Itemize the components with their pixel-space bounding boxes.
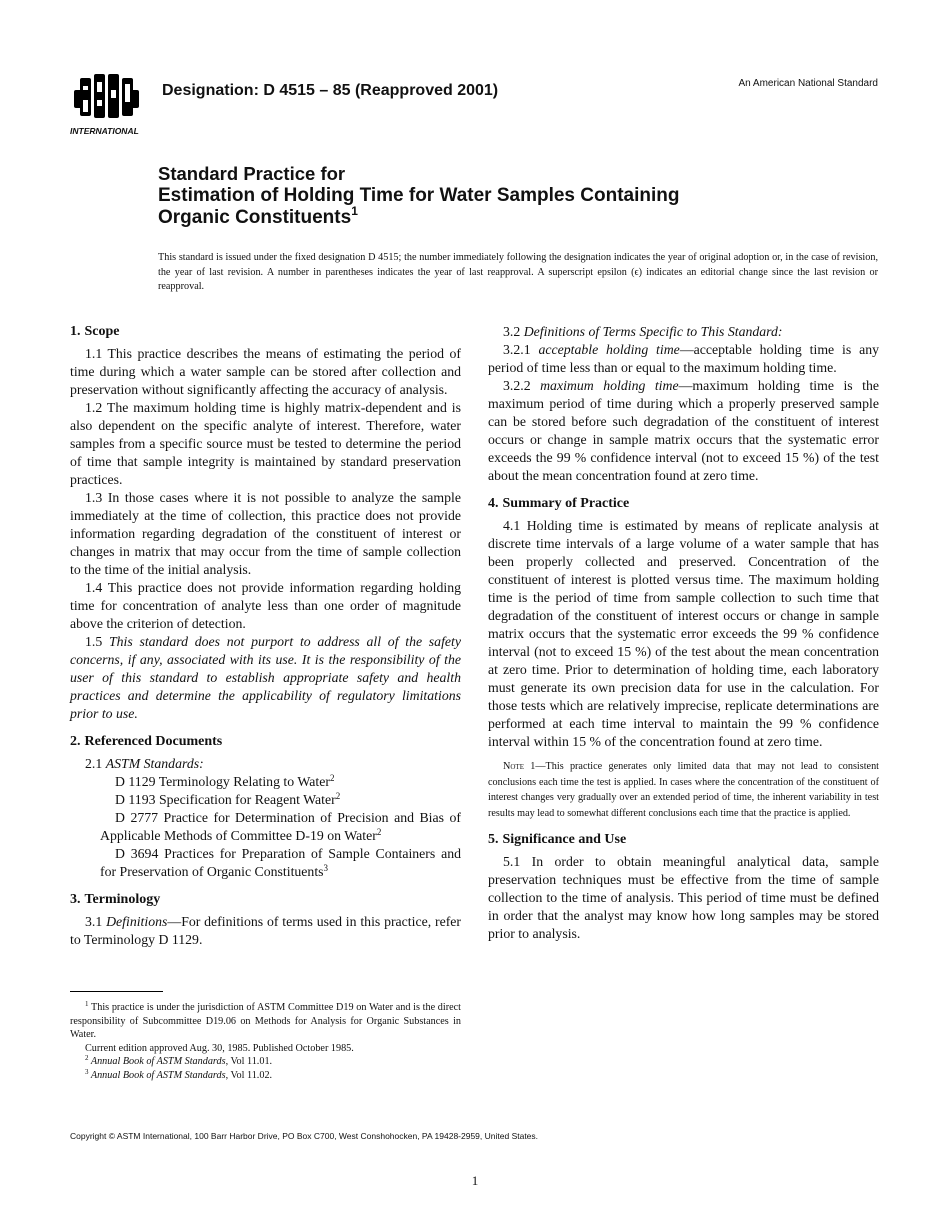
left-column — [70, 323, 461, 949]
footnote-1: $^1$ This practice is under the jurisdiction of ASTM Committee D19 on Water and is the direct responsibility of Subcommittee D19.06 on Methods for Analysis for Organic Substances in Water. — [70, 1000, 461, 1041]
right-column — [488, 323, 879, 943]
reference-d3694: D 3694 Practices for Preparation of Sample Containers and for Preservation of Organic Constituents$^3$ — [100, 846, 461, 879]
page-number: 1 — [471, 1173, 479, 1188]
section-heading-significance: 5. Significance and Use — [488, 832, 627, 848]
designation: Designation: D 4515 – 85 (Reapproved 2001) — [162, 82, 499, 99]
summary-4-1: 4.1 Holding time is estimated by means of replicate analysis at discrete time intervals of a large volume of a water sample that has been properly collected and preserved. Concentration of the constituent of interest is plotted versus time. The maximum holding time is the period of time from sample collection to such time that degradation of the constituent of interest occurs or change in sample matrix occurs that the systematic error exceeds the 99 % confidence interval (not to exceed 15 %) of the test about the mean concentration at zero time. Prior to determination of holding time, each laboratory must generate its own precision data for use in the calculation. For those tests which are relatively imprecise, replicate determinations are performed at each time interval to maintain the 99 % confidence interval within 15 % of the concentration found at zero time. — [488, 518, 879, 749]
section-heading-summary: 4. Summary of Practice — [488, 496, 630, 511]
reference-d1129: D 1129 Terminology Relating to Water$^2$ — [115, 773, 335, 789]
scope-1-3: 1.3 In those cases where it is not possible to analyze the sample immediately at the time of collection, this practice does not provide information regarding degradation of the constituent of interest or changes in matrix that may occur from the time of sample collection to the time of the initial analysis. — [70, 490, 461, 577]
terminology-3-1: 3.1 Definitions—For definitions of terms used in this practice, refer to Terminology D 1129. — [70, 914, 462, 947]
terminology-3-2-1: 3.2.1 acceptable holding time—acceptable holding time is any period of time less than or equal to the maximum holding time. — [488, 342, 879, 375]
copyright-notice: Copyright © ASTM International, 100 Barr Harbor Drive, PO Box C700, West Conshohocken, PA 19428-2959, United States. — [70, 1131, 539, 1141]
footnote-2: $^2$ Annual Book of ASTM Standards, Vol 11.01. — [85, 1054, 273, 1068]
scope-1-2: 1.2 The maximum holding time is highly matrix-dependent and is also dependent on the specific analyte of interest. Therefore, water samples from a specific source must be tested to determine the period of time that sample integrity is maintained by standard preservation practices. — [70, 400, 461, 487]
referenced-2-1: 2.1 ASTM Standards: — [85, 756, 204, 771]
issuance-notice: This standard is issued under the fixed designation D 4515; the number immediately following the designation indicates the year of original adoption or, in the case of revision, the year of last revision. A number in parentheses indicates the year of last reapproval. A superscript epsilon (ϵ) indicates an editorial change since the last revision or reapproval. — [158, 252, 878, 293]
terminology-3-2: 3.2 Definitions of Terms Specific to This Standard: — [503, 324, 783, 339]
national-standard-label: An American National Standard — [738, 78, 878, 89]
title-footnote-ref: 1 — [351, 204, 358, 218]
section-heading-terminology: 3. Terminology — [70, 892, 161, 907]
terminology-3-2-2: 3.2.2 maximum holding time—maximum holding time is the maximum period of time during which a properly preserved sample can be stored before such degradation of the constituent of interest occurs or change in sample matrix occurs that the systematic error exceeds the 99 % confidence interval (not to exceed 15 %) of the test about the mean concentration found at zero time. — [488, 378, 879, 483]
note-1: Note 1—This practice generates only limited data that may not lead to consistent conclusions each time the test is applied. In cases where the concentration of the constituent of interest changes very gradually over an extended period of time, the inherent variability in test results may lead to somewhat different conclusions each time that the practice is applied. — [488, 761, 879, 819]
footnote-rule — [70, 991, 163, 992]
section-heading-referenced-documents: 2. Referenced Documents — [70, 734, 223, 749]
scope-1-4: 1.4 This practice does not provide information regarding holding time for concentration of analyte less than one order of magnitude above the criterion of detection. — [70, 580, 461, 631]
scope-1-5: 1.5 This standard does not purport to address all of the safety concerns, if any, associated with its use. It is the responsibility of the user of this standard to establish appropriate safety and health practices and determine the applicability of regulatory limitations prior to use. — [70, 634, 461, 721]
footnotes — [70, 1001, 461, 1083]
footnote-edition: Current edition approved Aug. 30, 1985. Published October 1985. — [85, 1042, 354, 1054]
footnote-3: $^3$ Annual Book of ASTM Standards, Vol 11.02. — [85, 1067, 273, 1081]
reference-d2777: D 2777 Practice for Determination of Precision and Bias of Applicable Methods of Committee D-19 on Water$^2$ — [100, 810, 461, 843]
title-line-2: Estimation of Holding Time for Water Samples Containing — [158, 185, 680, 206]
significance-5-1: 5.1 In order to obtain meaningful analytical data, sample preservation techniques must be effective from the time of sample collection to the time of analysis. This period of time must be defined in order that the analyst may know how long samples may be stored prior to analysis. — [488, 854, 879, 942]
logo-international-text: INTERNATIONAL — [70, 126, 139, 136]
section-heading-scope: 1. Scope — [70, 324, 120, 339]
astm-logo — [68, 72, 150, 138]
reference-d1193: D 1193 Specification for Reagent Water$^2$ — [115, 791, 341, 807]
document-title — [158, 163, 858, 229]
title-line-1: Standard Practice for — [158, 163, 346, 184]
scope-1-1: 1.1 This practice describes the means of estimating the period of time during which a water sample can be stored after collection and preservation without significantly affecting the accuracy of analysis. — [70, 346, 461, 397]
title-line-3: Organic Constituents$^1$ — [158, 204, 358, 228]
